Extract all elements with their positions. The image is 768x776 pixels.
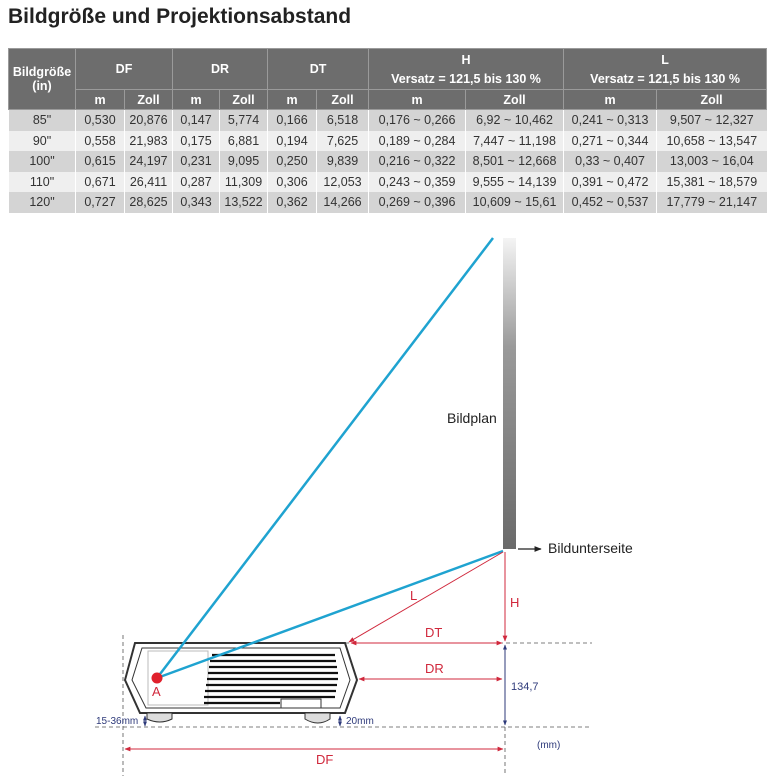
unit-header: m — [173, 90, 220, 110]
unit-header: m — [564, 90, 657, 110]
table-cell: 0,558 — [76, 131, 125, 152]
unit-header: Zoll — [125, 90, 173, 110]
unit-header: m — [268, 90, 317, 110]
table-cell: 10,658 ~ 13,547 — [657, 131, 767, 152]
unit-header: Zoll — [220, 90, 268, 110]
table-cell: 21,983 — [125, 131, 173, 152]
unit-label: (mm) — [537, 740, 561, 751]
table-cell: 5,774 — [220, 110, 268, 131]
table-cell: 0,231 — [173, 151, 220, 172]
table-cell: 0,250 — [268, 151, 317, 172]
size-cell: 90" — [9, 131, 76, 152]
table-cell: 6,518 — [317, 110, 369, 131]
table-cell: 0,452 ~ 0,537 — [564, 192, 657, 213]
table-cell: 6,881 — [220, 131, 268, 152]
table-cell: 0,343 — [173, 192, 220, 213]
lens-point-a — [152, 673, 163, 684]
df-label: DF — [316, 752, 334, 767]
page-title: Bildgröße und Projektionsabstand — [8, 5, 352, 28]
table-cell: 10,609 ~ 15,61 — [466, 192, 564, 213]
header-h: H Versatz = 121,5 bis 130 % — [369, 49, 564, 90]
header-df: DF — [76, 49, 173, 90]
table-cell: 28,625 — [125, 192, 173, 213]
size-cell: 110" — [9, 172, 76, 193]
table-cell: 0,33 ~ 0,407 — [564, 151, 657, 172]
size-cell: 120" — [9, 192, 76, 213]
table-cell: 0,727 — [76, 192, 125, 213]
header-l: L Versatz = 121,5 bis 130 % — [564, 49, 767, 90]
table-cell: 0,306 — [268, 172, 317, 193]
table-cell: 0,216 ~ 0,322 — [369, 151, 466, 172]
screen-label: Bildplan — [447, 410, 497, 426]
table-cell: 13,003 ~ 16,04 — [657, 151, 767, 172]
table-cell: 0,671 — [76, 172, 125, 193]
height-value: 134,7 — [511, 681, 539, 693]
screen — [503, 238, 516, 549]
unit-header: Zoll — [657, 90, 767, 110]
unit-header: m — [76, 90, 125, 110]
table-cell: 0,271 ~ 0,344 — [564, 131, 657, 152]
screen-bottom-label: Bildunterseite — [548, 540, 633, 556]
dt-label: DT — [425, 625, 443, 640]
table-cell: 0,530 — [76, 110, 125, 131]
point-a-label: A — [152, 684, 161, 699]
table-cell: 11,309 — [220, 172, 268, 193]
table-cell: 17,779 ~ 21,147 — [657, 192, 767, 213]
table-cell: 7,625 — [317, 131, 369, 152]
table-cell: 20,876 — [125, 110, 173, 131]
table-cell: 14,266 — [317, 192, 369, 213]
table-cell: 8,501 ~ 12,668 — [466, 151, 564, 172]
l-label: L — [410, 588, 418, 603]
table-cell: 26,411 — [125, 172, 173, 193]
projector — [125, 643, 357, 723]
front-foot-label: 15-36mm — [96, 716, 139, 727]
table-cell: 0,176 ~ 0,266 — [369, 110, 466, 131]
h-label: H — [510, 595, 520, 610]
size-cell: 85" — [9, 110, 76, 131]
table-cell: 0,287 — [173, 172, 220, 193]
table-cell: 0,189 ~ 0,284 — [369, 131, 466, 152]
table-cell: 0,147 — [173, 110, 220, 131]
rear-foot-label: 20mm — [346, 716, 374, 727]
table-cell: 9,555 ~ 14,139 — [466, 172, 564, 193]
dr-label: DR — [425, 661, 444, 676]
table-cell: 12,053 — [317, 172, 369, 193]
table-cell: 0,269 ~ 0,396 — [369, 192, 466, 213]
table-cell: 24,197 — [125, 151, 173, 172]
unit-header: m — [369, 90, 466, 110]
table-cell: 9,507 ~ 12,327 — [657, 110, 767, 131]
table-cell: 0,166 — [268, 110, 317, 131]
table-cell: 6,92 ~ 10,462 — [466, 110, 564, 131]
table-cell: 0,362 — [268, 192, 317, 213]
table-cell: 13,522 — [220, 192, 268, 213]
unit-header: Zoll — [317, 90, 369, 110]
table-cell: 0,615 — [76, 151, 125, 172]
header-dt: DT — [268, 49, 369, 90]
unit-header: Zoll — [466, 90, 564, 110]
table-cell: 0,241 ~ 0,313 — [564, 110, 657, 131]
table-cell: 15,381 ~ 18,579 — [657, 172, 767, 193]
table-cell: 0,243 ~ 0,359 — [369, 172, 466, 193]
table-cell: 0,175 — [173, 131, 220, 152]
table-cell: 9,095 — [220, 151, 268, 172]
table-cell: 7,447 ~ 11,198 — [466, 131, 564, 152]
size-cell: 100" — [9, 151, 76, 172]
table-cell: 9,839 — [317, 151, 369, 172]
header-size: Bildgröße (in) — [9, 49, 76, 110]
table-cell: 0,194 — [268, 131, 317, 152]
header-dr: DR — [173, 49, 268, 90]
table-cell: 0,391 ~ 0,472 — [564, 172, 657, 193]
